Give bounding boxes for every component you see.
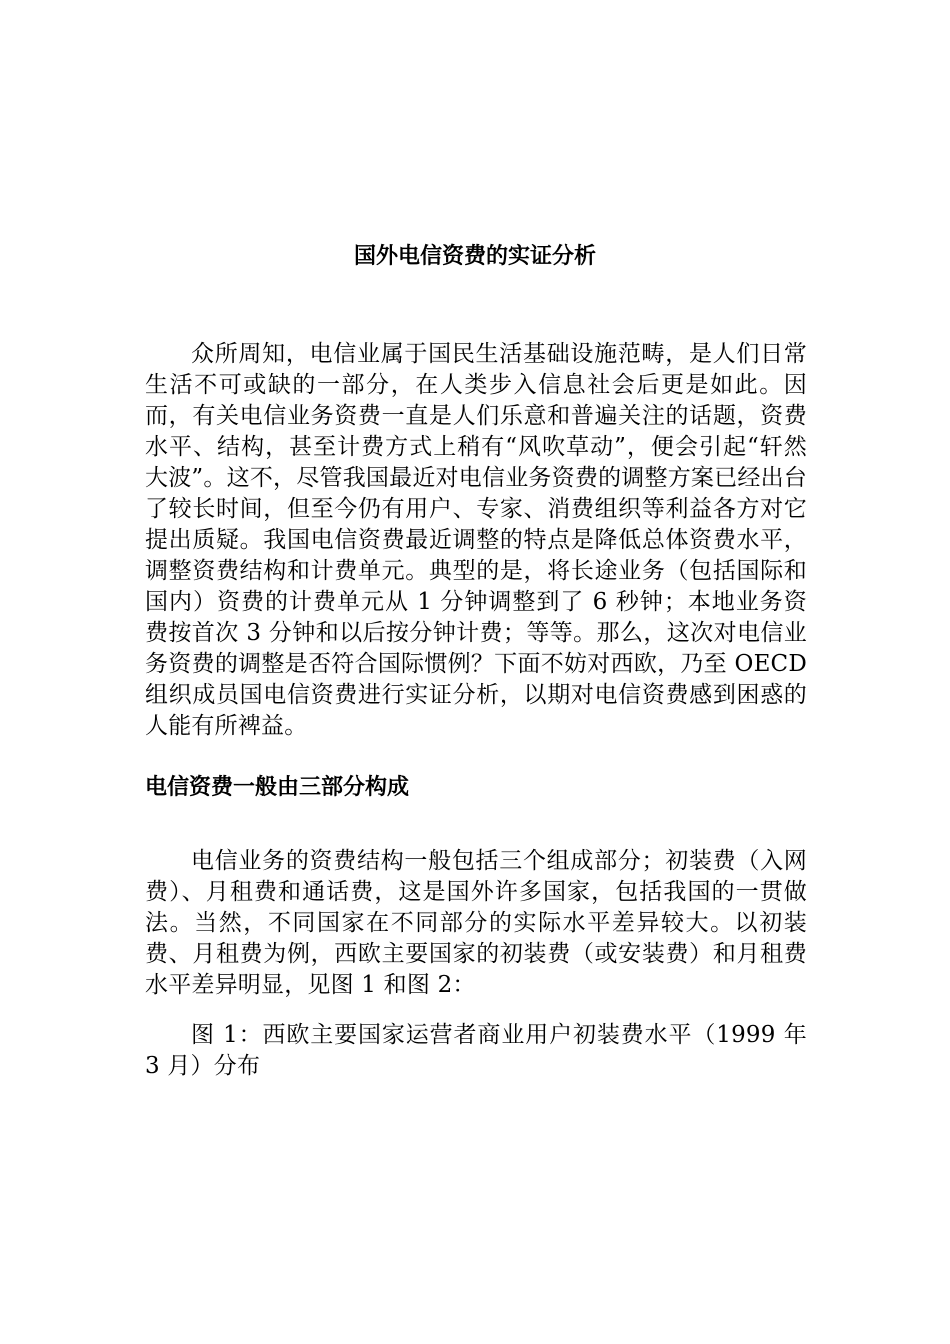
body-paragraph: 电信业务的资费结构一般包括三个组成部分；初装费（入网费）、月租费和通话费，这是国外许多国家，包括我国的一贯做法。当然，不同国家在不同部分的实际水平差异较大。以初装费、月租费为例，西欧主要国家的初装费（或安装费）和月租费水平差异明显，见图 1 和图 2： [145,848,807,998]
intro-paragraph: 众所周知，电信业属于国民生活基础设施范畴，是人们日常生活不可或缺的一部分，在人类步入信息社会后更是如此。因而，有关电信业务资费一直是人们乐意和普遍关注的话题，资费水平、结构，甚至计费方式上稍有“风吹草动”，便会引起“轩然大波”。这不，尽管我国最近对电信业务资费的调整方案已经出台了较长时间，但至今仍有用户、专家、消费组织等利益各方对它提出质疑。我国电信资费最近调整的特点是降低总体资费水平，调整资费结构和计费单元。典型的是，将长途业务（包括国际和国内）资费的计费单元从 1 分钟调整到了 6 秒钟；本地业务资费按首次 3 分钟和以后按分钟计费；等等。那么，这次对电信业务资费的调整是否符合国际惯例？下面不妨对西欧，乃至 OECD 组织成员国电信资费进行实证分析，以期对电信资费感到困惑的人能有所裨益。 [145,341,807,739]
section-heading: 电信资费一般由三部分构成 [145,775,410,800]
document-title: 国外电信资费的实证分析 [353,244,596,269]
figure-caption: 图 1：西欧主要国家运营者商业用户初装费水平（1999 年 3 月）分布 [145,1022,807,1079]
